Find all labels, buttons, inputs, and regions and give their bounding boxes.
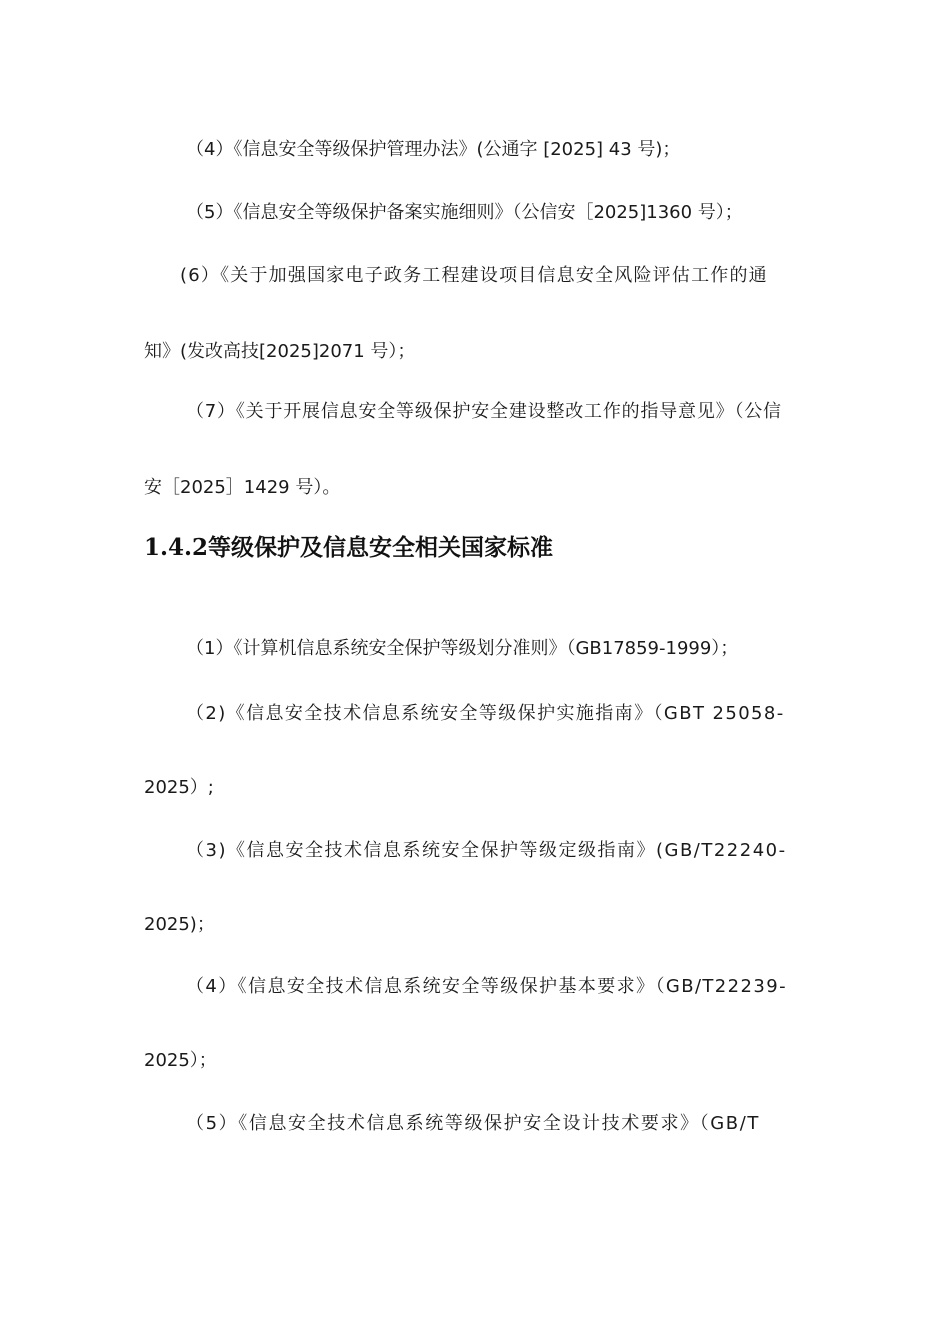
standard-item-4-line-1: （4）《信息安全技术信息系统安全等级保护基本要求》（GB/T22239-: [186, 976, 787, 997]
standard-item-5-line-1: （5）《信息安全技术信息系统等级保护安全设计技术要求》（GB/T: [186, 1113, 761, 1134]
list-item-6-line-1: (6）《关于加强国家电子政务工程建设项目信息安全风险评估工作的通: [180, 265, 768, 286]
section-heading: 1.4.2等级保护及信息安全相关国家标准: [144, 534, 554, 561]
standard-item-1: （1）《计算机信息系统安全保护等级划分准则》（GB17859-1999）；: [186, 638, 739, 659]
list-item-7-line-1: （7）《关于开展信息安全等级保护安全建设整改工作的指导意见》（公信: [186, 401, 782, 422]
standard-item-2-line-2: 2025）;: [144, 777, 214, 798]
list-item-6-line-2: 知》(发改高技[2025]2071 号）；: [144, 341, 416, 362]
standard-item-2-line-1: （2)《信息安全技术信息系统安全等级保护实施指南》（GBT 25058-: [186, 703, 785, 724]
list-item-7-line-2: 安［2025］1429 号）。: [144, 477, 341, 498]
standard-item-3-line-1: （3)《信息安全技术信息系统安全保护等级定级指南》(GB/T22240-: [186, 840, 787, 861]
list-item-5: （5）《信息安全等级保护备案实施细则》（公信安［2025]1360 号）；: [186, 202, 743, 223]
list-item-4: （4）《信息安全等级保护管理办法》(公通字 [2025] 43 号)；: [186, 139, 681, 160]
standard-item-3-line-2: 2025)；: [144, 914, 215, 935]
standard-item-4-line-2: 2025）；: [144, 1050, 217, 1071]
